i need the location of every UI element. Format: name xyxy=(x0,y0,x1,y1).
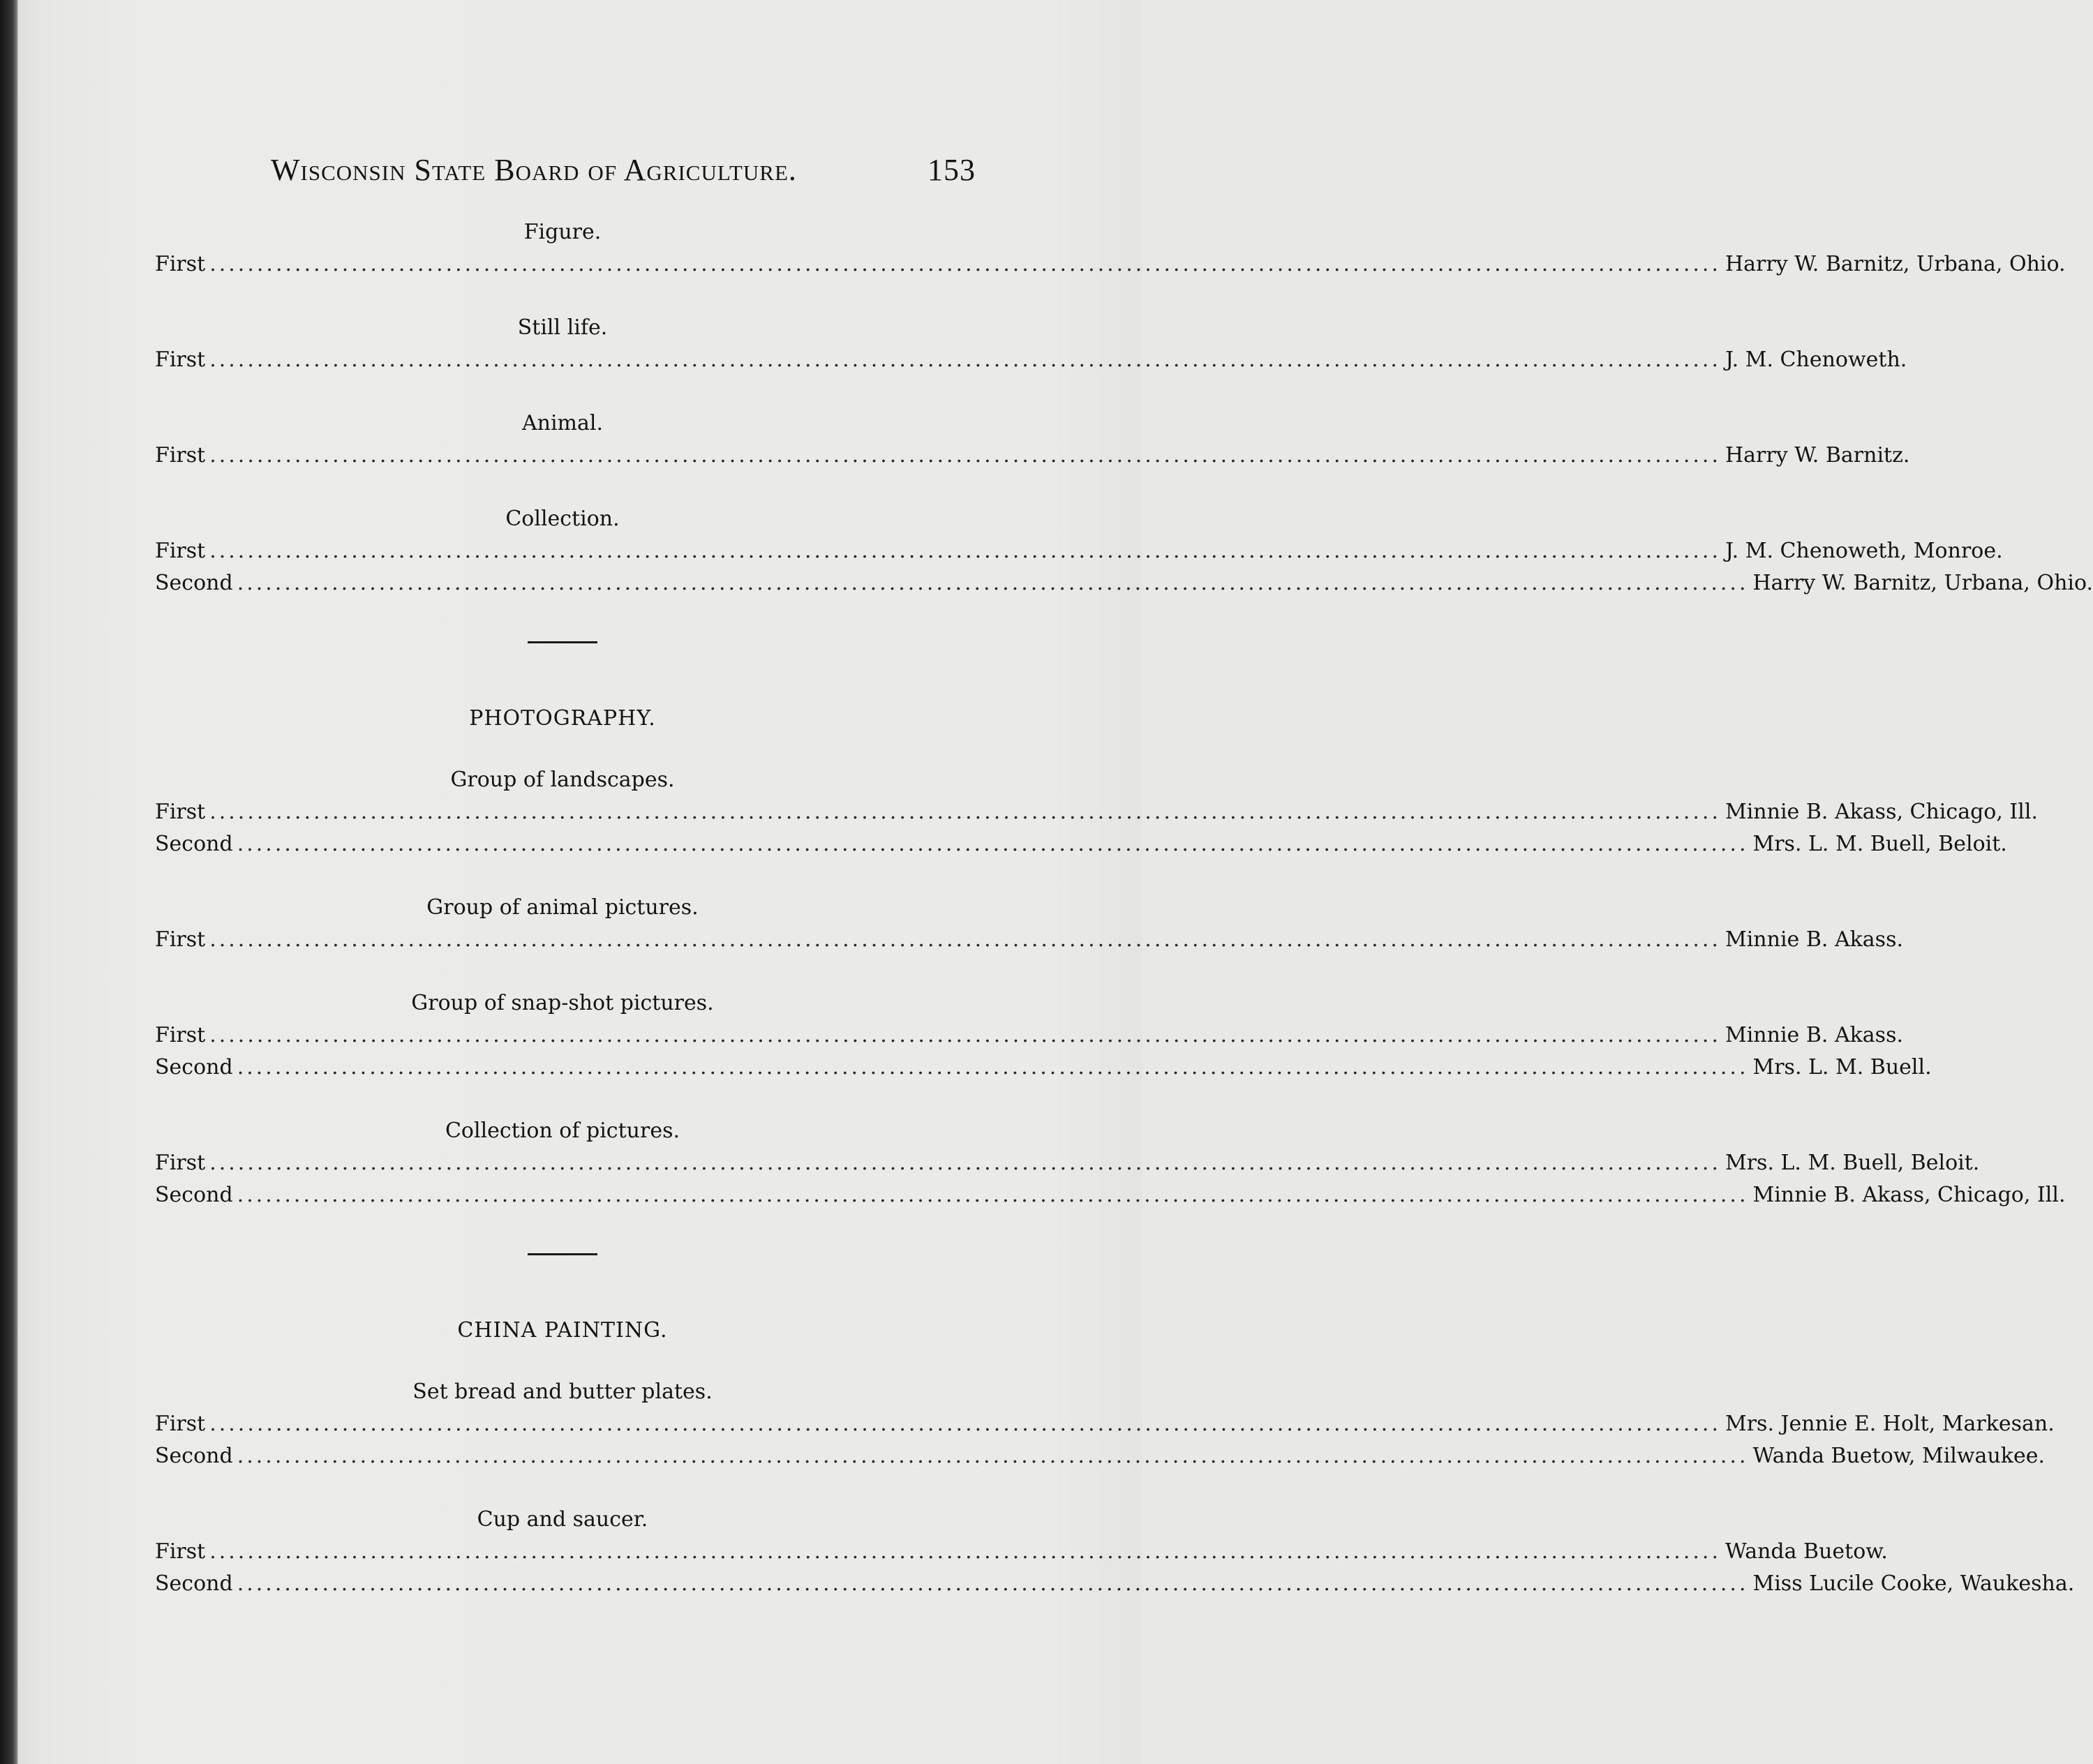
category-heading: Figure. xyxy=(523,220,602,244)
award-winner: Minnie B. Akass, Chicago, Ill. xyxy=(1725,800,2039,824)
dot-leader: ................................................................................................................................................................ xyxy=(209,1412,1721,1436)
category-heading: Group of animal pictures. xyxy=(426,895,699,920)
award-row xyxy=(155,1408,2055,1440)
section-title-china-painting: CHINA PAINTING. xyxy=(457,1318,668,1343)
award-place: Second xyxy=(155,832,233,856)
dot-leader: ................................................................................................................................................................ xyxy=(209,252,1721,276)
section-divider xyxy=(528,641,597,643)
award-place: Second xyxy=(155,1571,233,1596)
section-title-photography: PHOTOGRAPHY. xyxy=(469,706,656,731)
award-winner: Minnie B. Akass. xyxy=(1725,927,1903,952)
award-group xyxy=(155,503,2093,599)
award-group xyxy=(155,892,1903,956)
award-group xyxy=(155,408,1910,472)
page-content xyxy=(155,216,2093,1600)
award-place: First xyxy=(155,1023,206,1047)
award-place: First xyxy=(155,800,206,824)
award-winner: Harry W. Barnitz. xyxy=(1725,443,1910,468)
award-winner: Miss Lucile Cooke, Waukesha. xyxy=(1752,1571,2075,1596)
award-place: First xyxy=(155,252,206,276)
award-group xyxy=(155,1376,2055,1472)
award-group xyxy=(155,312,1907,376)
dot-leader: ................................................................................................................................................................ xyxy=(237,832,1749,856)
award-winner: J. M. Chenoweth. xyxy=(1725,347,1907,372)
award-winner: J. M. Chenoweth, Monroe. xyxy=(1725,539,2003,563)
page-number: 153 xyxy=(928,153,976,187)
award-row xyxy=(155,924,1903,956)
award-place: First xyxy=(155,927,206,952)
dot-leader: ................................................................................................................................................................ xyxy=(237,1444,1749,1468)
award-winner: Mrs. L. M. Buell. xyxy=(1752,1055,1932,1079)
running-title: Wisconsin State Board of Agriculture. xyxy=(271,153,797,187)
dot-leader: ................................................................................................................................................................ xyxy=(237,1571,1749,1596)
award-group xyxy=(155,216,2066,281)
award-place: First xyxy=(155,443,206,468)
award-row xyxy=(155,1147,1980,1179)
dot-leader: ................................................................................................................................................................ xyxy=(209,1539,1721,1564)
award-group xyxy=(155,764,2039,860)
award-row xyxy=(155,1052,1932,1084)
award-row xyxy=(155,248,2066,281)
award-winner: Mrs. Jennie E. Holt, Markesan. xyxy=(1725,1412,2055,1436)
award-row xyxy=(155,1440,2045,1472)
category-heading: Still life. xyxy=(517,315,608,340)
award-row xyxy=(155,440,1910,472)
award-place: First xyxy=(155,1539,206,1564)
award-winner: Harry W. Barnitz, Urbana, Ohio. xyxy=(1752,571,2093,595)
category-heading: Set bread and butter plates. xyxy=(412,1380,713,1404)
dot-leader: ................................................................................................................................................................ xyxy=(237,1183,1749,1207)
award-row xyxy=(155,1179,2066,1211)
award-place: First xyxy=(155,347,206,372)
dot-leader: ................................................................................................................................................................ xyxy=(209,443,1721,468)
category-heading: Collection of pictures. xyxy=(445,1119,680,1143)
section-divider xyxy=(528,1253,597,1255)
award-place: Second xyxy=(155,571,233,595)
award-winner: Wanda Buetow. xyxy=(1725,1539,1888,1564)
award-place: Second xyxy=(155,1444,233,1468)
award-row xyxy=(155,535,2003,567)
award-place: First xyxy=(155,539,206,563)
book-spine-shadow xyxy=(0,0,18,1764)
dot-leader: ................................................................................................................................................................ xyxy=(209,539,1721,563)
category-heading: Cup and saucer. xyxy=(477,1507,648,1532)
award-winner: Minnie B. Akass, Chicago, Ill. xyxy=(1752,1183,2066,1207)
award-row xyxy=(155,1568,2075,1600)
dot-leader: ................................................................................................................................................................ xyxy=(209,800,1721,824)
award-group xyxy=(155,987,1932,1084)
award-place: Second xyxy=(155,1183,233,1207)
category-heading: Group of snap-shot pictures. xyxy=(411,991,714,1015)
dot-leader: ................................................................................................................................................................ xyxy=(237,1055,1749,1079)
award-winner: Mrs. L. M. Buell, Beloit. xyxy=(1752,832,2007,856)
award-winner: Minnie B. Akass. xyxy=(1725,1023,1903,1047)
award-row xyxy=(155,344,1907,376)
award-place: First xyxy=(155,1151,206,1175)
dot-leader: ................................................................................................................................................................ xyxy=(209,1023,1721,1047)
award-winner: Wanda Buetow, Milwaukee. xyxy=(1752,1444,2045,1468)
award-row xyxy=(155,1536,1888,1568)
award-row xyxy=(155,796,2039,828)
award-group xyxy=(155,1115,2066,1211)
category-heading: Group of landscapes. xyxy=(450,768,675,792)
award-winner: Harry W. Barnitz, Urbana, Ohio. xyxy=(1725,252,2066,276)
award-row xyxy=(155,1019,1903,1052)
award-place: Second xyxy=(155,1055,233,1079)
award-row xyxy=(155,828,2007,860)
running-header xyxy=(271,152,976,194)
dot-leader: ................................................................................................................................................................ xyxy=(209,1151,1721,1175)
dot-leader: ................................................................................................................................................................ xyxy=(209,927,1721,952)
award-place: First xyxy=(155,1412,206,1436)
category-heading: Animal. xyxy=(521,411,604,435)
category-heading: Collection. xyxy=(505,507,620,531)
award-row xyxy=(155,567,2093,599)
award-winner: Mrs. L. M. Buell, Beloit. xyxy=(1725,1151,1980,1175)
dot-leader: ................................................................................................................................................................ xyxy=(237,571,1749,595)
dot-leader: ................................................................................................................................................................ xyxy=(209,347,1721,372)
award-group xyxy=(155,1504,2075,1600)
